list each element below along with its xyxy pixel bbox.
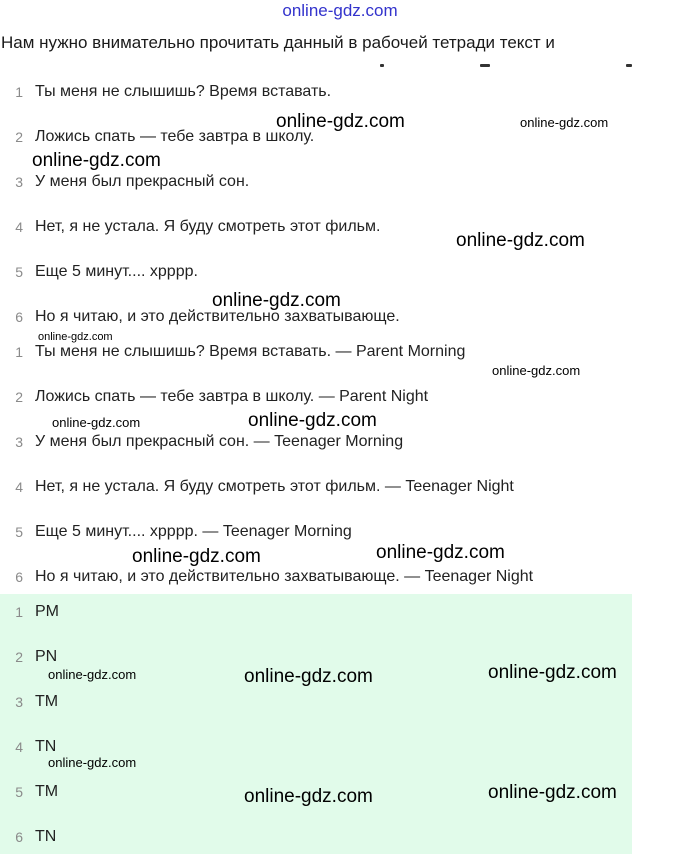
watermark: online-gdz.com: [244, 666, 373, 687]
item-text: Еще 5 минут.... хрррр. — Teenager Morning: [35, 523, 352, 540]
item-text: У меня был прекрасный сон.: [35, 173, 250, 190]
list-item: [0, 825, 56, 849]
item-number: 4: [15, 219, 23, 235]
list-item: [0, 600, 59, 624]
watermark: online-gdz.com: [48, 755, 137, 770]
list-item: [0, 780, 58, 804]
item-number: 3: [15, 434, 23, 450]
item-text: Но я читаю, и это действительно захватывающе. — Teenager Night: [35, 568, 534, 585]
item-number: 1: [15, 84, 23, 100]
item-text: Еще 5 минут.... хрррр.: [35, 263, 198, 280]
list-item: [0, 385, 428, 409]
watermark: online-gdz.com: [520, 115, 609, 130]
list-item: [0, 645, 57, 669]
watermark: online-gdz.com: [48, 667, 137, 682]
list-item: [0, 80, 331, 104]
item-text: Ты меня не слышишь? Время вставать. — Parent Morning: [35, 343, 466, 360]
site-title: online-gdz.com: [282, 1, 398, 20]
item-text: Ты меня не слышишь? Время вставать.: [35, 83, 332, 100]
item-number: 2: [15, 129, 23, 145]
watermark: online-gdz.com: [38, 331, 113, 343]
item-text: У меня был прекрасный сон. — Teenager Morning: [35, 433, 404, 450]
list-item: [0, 215, 380, 239]
item-text: TN: [35, 738, 57, 755]
watermark: online-gdz.com: [376, 542, 505, 563]
answer-box: [0, 594, 632, 854]
watermark: online-gdz.com: [488, 782, 617, 803]
intro-text: Нам нужно внимательно прочитать данный в рабочей тетради текст и: [1, 33, 555, 52]
item-number: 6: [15, 569, 23, 585]
list-item: [0, 690, 58, 714]
item-text: TM: [35, 693, 59, 710]
watermark: online-gdz.com: [488, 662, 617, 683]
list-item: [0, 170, 249, 194]
watermark: online-gdz.com: [52, 415, 141, 430]
item-number: 5: [15, 264, 23, 280]
list-item: [0, 430, 403, 454]
watermark: online-gdz.com: [276, 111, 405, 132]
item-number: 4: [15, 739, 23, 755]
watermark: online-gdz.com: [248, 410, 377, 431]
item-text: TN: [35, 828, 57, 845]
item-text: Нет, я не устала. Я буду смотреть этот фильм. — Teenager Night: [35, 478, 514, 495]
item-text: Ложись спать — тебе завтра в школу. — Parent Night: [35, 388, 429, 405]
watermark: online-gdz.com: [456, 230, 585, 251]
watermark: online-gdz.com: [244, 786, 373, 807]
item-number: 4: [15, 479, 23, 495]
watermark: online-gdz.com: [212, 290, 341, 311]
item-number: 1: [15, 604, 23, 620]
item-number: 2: [15, 649, 23, 665]
item-text: Ложись спать — тебе завтра в школу.: [35, 128, 315, 145]
item-text: TM: [35, 783, 59, 800]
list-item: [0, 475, 514, 499]
watermark: online-gdz.com: [132, 546, 261, 567]
item-number: 5: [15, 524, 23, 540]
list-item: [0, 260, 198, 284]
item-number: 2: [15, 389, 23, 405]
list-item: [0, 125, 314, 149]
item-text: Нет, я не устала. Я буду смотреть этот фильм.: [35, 218, 381, 235]
list-item: [0, 340, 465, 364]
list-item: [0, 520, 352, 544]
item-text: Но я читаю, и это действительно захватывающе.: [35, 308, 400, 325]
item-number: 5: [15, 784, 23, 800]
cut-off-line: [0, 58, 640, 72]
item-number: 6: [15, 309, 23, 325]
watermark: online-gdz.com: [492, 363, 581, 378]
item-number: 3: [15, 174, 23, 190]
item-text: PM: [35, 603, 59, 620]
item-number: 3: [15, 694, 23, 710]
list-item: [0, 565, 533, 589]
watermark: online-gdz.com: [32, 150, 161, 171]
item-number: 6: [15, 829, 23, 845]
item-text: PN: [35, 648, 58, 665]
item-number: 1: [15, 344, 23, 360]
